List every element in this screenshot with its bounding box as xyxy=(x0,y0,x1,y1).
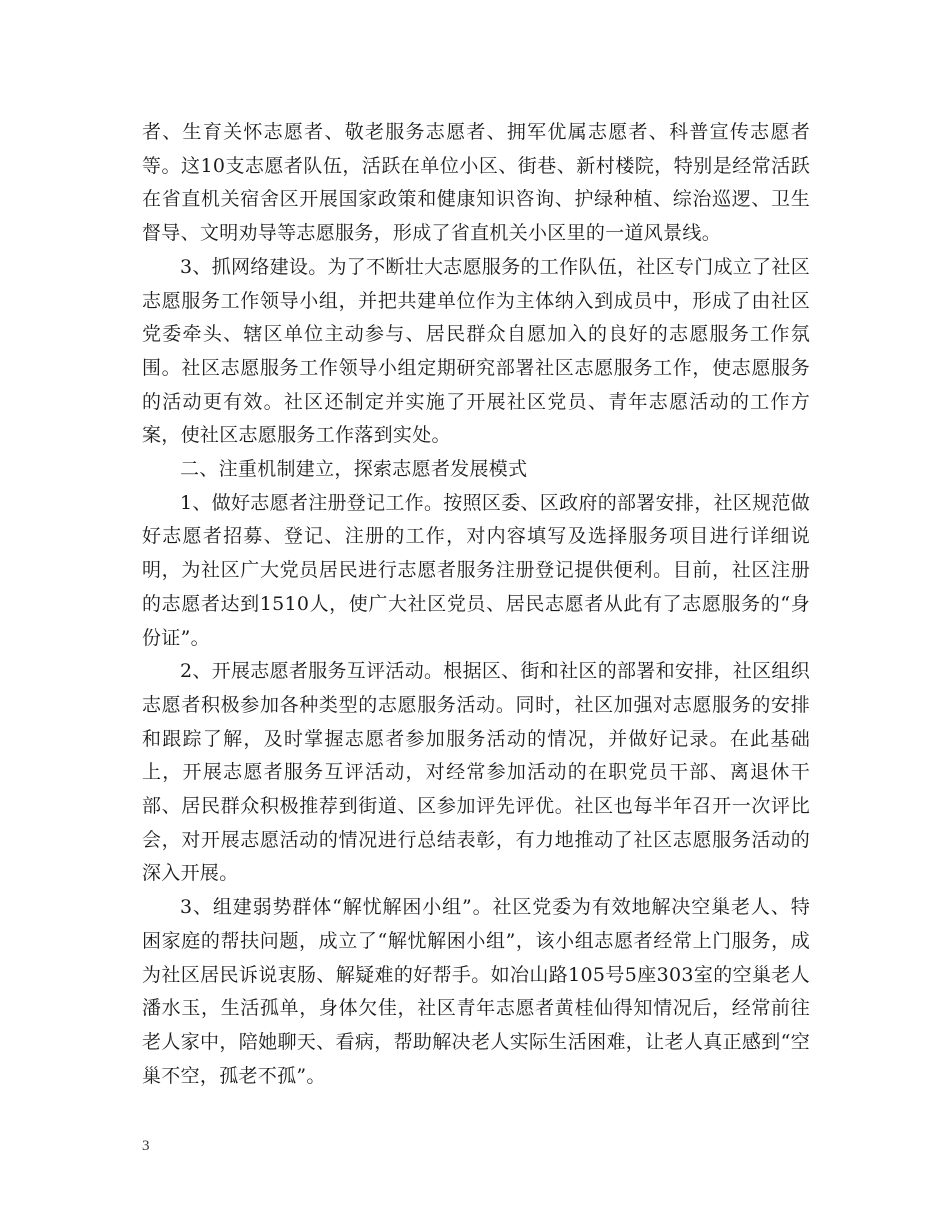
page-number: 3 xyxy=(142,1138,150,1154)
paragraph-network-building: 3、抓网络建设。为了不断壮大志愿服务的工作队伍，社区专门成立了社区志愿服务工作领导小组，并把共建单位作为主体纳入到成员中，形成了由社区党委牵头、辖区单位主动参与、居民群众自愿加入的良好的志愿服务工作氛围。社区志愿服务工作领导小组定期研究部署社区志愿服务工作，使志愿服务的活动更有效。社区还制定并实施了开展社区党员、青年志愿活动的工作方案，使社区志愿服务工作落到实处。 xyxy=(142,255,810,447)
paragraph-mutual-evaluation: 2、开展志愿者服务互评活动。根据区、街和社区的部署和安排，社区组织志愿者积极参加各种类型的志愿服务活动。同时，社区加强对志愿服务的安排和跟踪了解，及时掌握志愿者参加服务活动的情况，并做好记录。在此基础上，开展志愿者服务互评活动，对经常参加活动的在职党员干部、离退休干部、居民群众积极推荐到街道、区参加评先评优。社区也每半年召开一次评比会，对开展志愿活动的情况进行总结表彰，有力地推动了社区志愿服务活动的深入开展。 xyxy=(142,660,810,885)
paragraph-volunteer-teams: 者、生育关怀志愿者、敬老服务志愿者、拥军优属志愿者、科普宣传志愿者等。这10支志愿者队伍，活跃在单位小区、街巷、新村楼院，特别是经常活跃在省直机关宿舍区开展国家政策和健康知识咨询、护绿种植、综治巡逻、卫生督导、文明劝导等志愿服务，形成了省直机关小区里的一道风景线。 xyxy=(142,121,810,245)
section-heading-mechanism: 二、注重机制建立，探索志愿者发展模式 xyxy=(180,458,528,481)
document-body xyxy=(142,116,810,1093)
paragraph-support-group: 3、组建弱势群体“解忧解困小组”。社区党委为有效地解决空巢老人、特困家庭的帮扶问题，成立了“解忧解困小组”，该小组志愿者经常上门服务，成为社区居民诉说衷肠、解疑难的好帮手。如冶山路105号5座303室的空巢老人潘水玉，生活孤单，身体欠佳，社区青年志愿者黄桂仙得知情况后，经常前往老人家中，陪她聊天、看病，帮助解决老人实际生活困难，让老人真正感到“空巢不空，孤老不孤”。 xyxy=(142,896,810,1087)
paragraph-registration: 1、做好志愿者注册登记工作。按照区委、区政府的部署安排，社区规范做好志愿者招募、登记、注册的工作，对内容填写及选择服务项目进行详细说明，为社区广大党员居民进行志愿者服务注册登记提供便利。目前，社区注册的志愿者达到1510人，使广大社区党员、居民志愿者从此有了志愿服务的“身份证”。 xyxy=(142,491,810,649)
